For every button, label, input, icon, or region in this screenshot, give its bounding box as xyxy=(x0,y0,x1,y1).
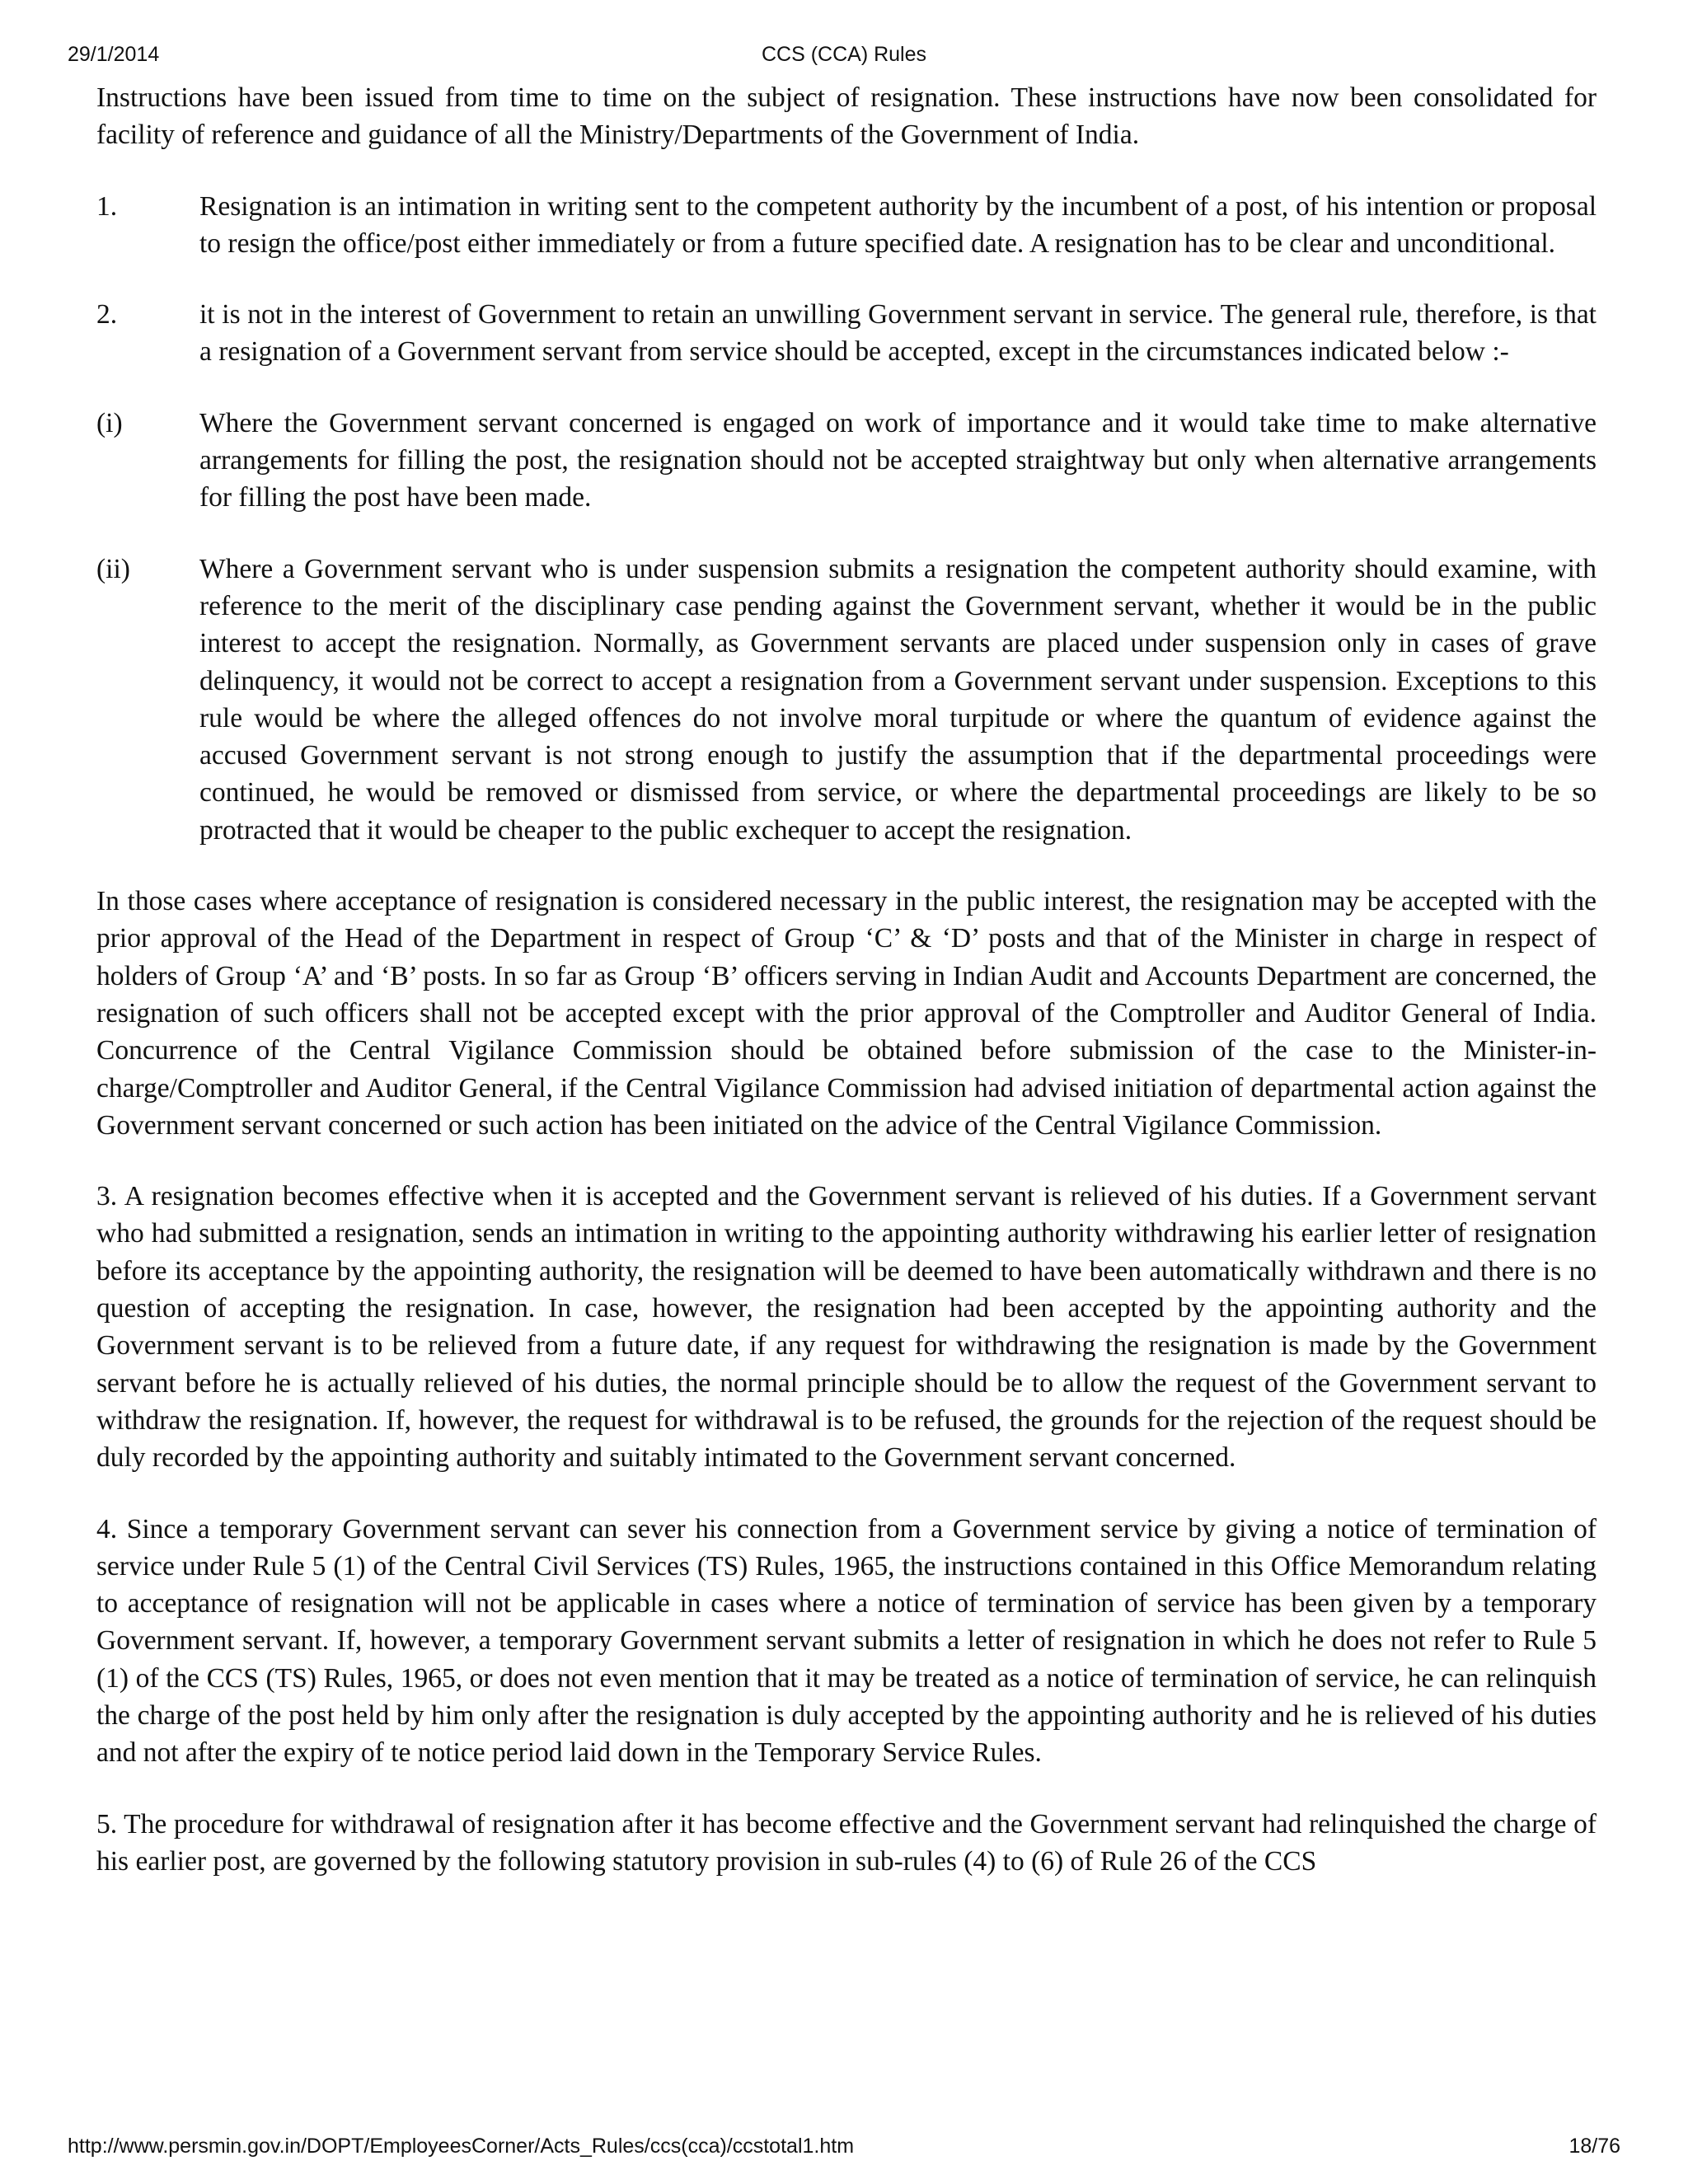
header-title: CCS (CCA) Rules xyxy=(761,43,927,66)
item-number: 2. xyxy=(96,299,118,330)
item-number: 1. xyxy=(96,190,118,222)
list-item xyxy=(96,188,1597,263)
item-text: Resignation is an intimation in writing sent to the competent authority by the incumbent of a post, of his intention or proposal to resign the office/post either immediately or from a future specified date. A resignation has to be clear and unconditional. xyxy=(199,190,1597,259)
item-number: (i) xyxy=(96,407,123,438)
paragraph-4: 4. Since a temporary Government servant can sever his connection from a Government service by giving a notice of termination of service under Rule 5 (1) of the Central Civil Services (TS) Rules, 1965, the instructions contained in this Office Memorandum relating to acceptance of resignation will not be applicable in cases where a notice of termination of service has been given by a temporary Government servant. If, however, a temporary Government servant submits a letter of resignation in which he does not refer to Rule 5 (1) of the CCS (TS) Rules, 1965, or does not even mention that it may be treated as a notice of termination of service, he can relinquish the charge of the post held by him only after the resignation is duly accepted by the appointing authority and he is relieved of his duties and not after the expiry of te notice period laid down in the Temporary Service Rules. xyxy=(96,1513,1597,1769)
list-item xyxy=(96,296,1597,371)
paragraph-5: 5. The procedure for withdrawal of resignation after it has become effective and the Government servant had relinquished the charge of his earlier post, are governed by the following statutory provision in sub-rules (4) to (6) of Rule 26 of the CCS xyxy=(96,1808,1597,1877)
footer-url: http://www.persmin.gov.in/DOPT/EmployeesCorner/Acts_Rules/ccs(cca)/ccstotal1.htm xyxy=(68,2135,855,2158)
intro-paragraph: Instructions have been issued from time to time on the subject of resignation. These instructions have now been consolidated for facility of reference and guidance of all the Ministry/Departments of the Government of India. xyxy=(96,82,1597,151)
item-text: Where the Government servant concerned is engaged on work of importance and it would take time to make alternative arrangements for filling the post, the resignation should not be accepted straightway but only when alternative arrangements for filling the post have been made. xyxy=(199,407,1597,513)
paragraph-3: 3. A resignation becomes effective when it is accepted and the Government servant is relieved of his duties. If a Government servant who had submitted a resignation, sends an intimation in writing to the appointing authority withdrawing his earlier letter of resignation before its acceptance by the appointing authority, the resignation will be deemed to have been automatically withdrawn and there is no question of accepting the resignation. In case, however, the resignation had been accepted by the appointing authority and the Government servant is to be relieved from a future date, if any request for withdrawing the resignation is made by the Government servant before he is actually relieved of his duties, the normal principle should be to allow the request of the Government servant to withdraw the resignation. If, however, the request for withdrawal is to be refused, the grounds for the rejection of the request should be duly recorded by the appointing authority and suitably intimated to the Government servant concerned. xyxy=(96,1181,1597,1474)
item-text: Where a Government servant who is under suspension submits a resignation the competent authority should examine, with reference to the merit of the disciplinary case pending against the Government servant, whether it would be in the public interest to accept the resignation. Normally, as Government servants are placed under suspension only in cases of grave delinquency, it would not be correct to accept a resignation from a Government servant under suspension. Exceptions to this rule would be where the alleged offences do not involve moral turpitude or where the quantum of evidence against the accused Government servant is not strong enough to justify the assumption that if the departmental proceedings were continued, he would be removed or dismissed from service, or where the departmental proceedings are likely to be so protracted that it would be cheaper to the public exchequer to accept the resignation. xyxy=(199,553,1597,846)
item-number: (ii) xyxy=(96,553,130,584)
page-footer xyxy=(68,2135,1620,2161)
header-date: 29/1/2014 xyxy=(68,43,160,66)
page-number: 18/76 xyxy=(1568,2135,1620,2158)
page-header xyxy=(68,43,1620,69)
document-body xyxy=(96,79,1597,1914)
list-item xyxy=(96,405,1597,517)
public-interest-paragraph: In those cases where acceptance of resignation is considered necessary in the public interest, the resignation may be accepted with the prior approval of the Head of the Department in respect of Group ‘C’ & ‘D’ posts and that of the Minister in charge in respect of holders of Group ‘A’ and ‘B’ posts. In so far as Group ‘B’ officers serving in Indian Audit and Accounts Department are concerned, the resignation of such officers shall not be accepted except with the prior approval of the Comptroller and Auditor General of India. Concurrence of the Central Vigilance Commission should be obtained before submission of the case to the Minister-in-charge/Comptroller and Auditor General, if the Central Vigilance Commission had advised initiation of departmental action against the Government servant concerned or such action has been initiated on the advice of the Central Vigilance Commission. xyxy=(96,886,1597,1141)
item-text: it is not in the interest of Government to retain an unwilling Government servant in service. The general rule, therefore, is that a resignation of a Government servant from service should be accepted, except in the circumstances indicated below :- xyxy=(199,299,1597,368)
list-item xyxy=(96,551,1597,849)
